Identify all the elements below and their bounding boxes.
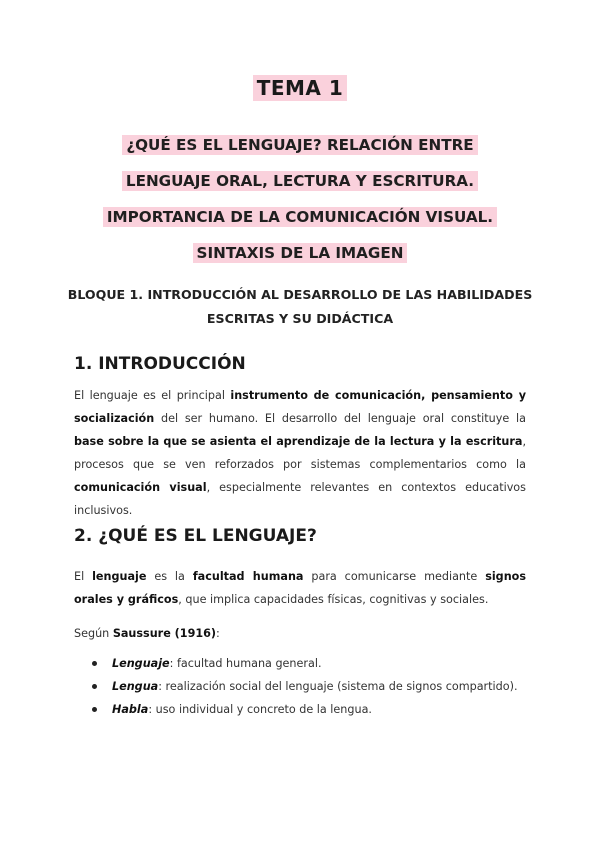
section-heading-introduccion: 1. INTRODUCCIÓN	[74, 354, 246, 374]
list-item: Lengua: realización social del lenguaje (sistema de signos compartido).	[92, 675, 518, 698]
definition-paragraph: El lenguaje es la facultad humana para comunicarse mediante signos orales y gráficos, que implica capacidades físicas, cognitivas y sociales.	[74, 570, 526, 606]
section-heading-que-es: 2. ¿QUÉ ES EL LENGUAJE?	[74, 526, 317, 546]
tema-title: TEMA 1	[253, 75, 348, 101]
bloque-line-1: BLOQUE 1. INTRODUCCIÓN AL DESARROLLO DE LAS HABILIDADES	[67, 287, 533, 302]
main-title	[60, 132, 540, 276]
bloque-subtitle	[60, 283, 540, 331]
intro-paragraph: El lenguaje es el principal instrumento de comunicación, pensamiento y socialización del ser humano. El desarrollo del lenguaje oral constituye la base sobre la que se asienta el aprendizaje de la lectura y la escritura, procesos que se ven reforzados por sistemas complementarios como la comunicación visual, especialmente relevantes en contextos educativos inclusivos.	[74, 389, 526, 517]
list-item: Lenguaje: facultad humana general.	[92, 652, 518, 675]
tema-heading	[0, 76, 600, 100]
bullet-icon	[92, 707, 97, 712]
title-line: LENGUAJE ORAL, LECTURA Y ESCRITURA.	[60, 168, 540, 195]
title-line: SINTAXIS DE LA IMAGEN	[60, 240, 540, 267]
title-line: ¿QUÉ ES EL LENGUAJE? RELACIÓN ENTRE	[60, 132, 540, 159]
title-line: IMPORTANCIA DE LA COMUNICACIÓN VISUAL.	[60, 204, 540, 231]
saussure-list	[92, 652, 518, 721]
saussure-line: Según Saussure (1916):	[74, 627, 220, 640]
bloque-line-2: ESCRITAS Y SU DIDÁCTICA	[206, 311, 394, 326]
bullet-icon	[92, 684, 97, 689]
bullet-icon	[92, 661, 97, 666]
list-item: Habla: uso individual y concreto de la lengua.	[92, 698, 518, 721]
